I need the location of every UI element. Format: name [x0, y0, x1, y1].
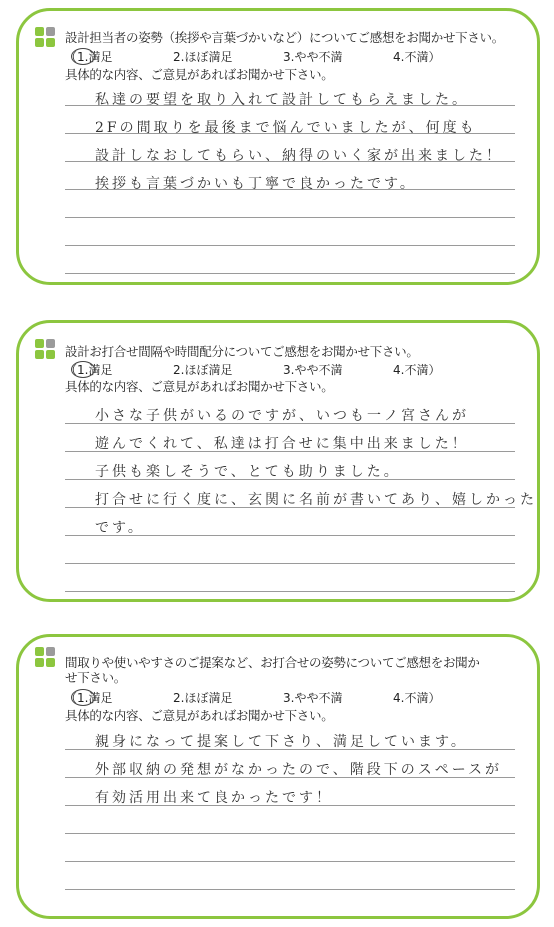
options-prefix: （ — [65, 363, 78, 377]
logo-icon — [35, 339, 55, 359]
survey-card-3 — [16, 634, 540, 919]
question-text: 設計お打合せ間隔や時間配分についてご感想をお聞かせ下さい。 — [65, 344, 419, 359]
option-2[interactable]: 2.ほぼ満足 — [173, 691, 233, 705]
details-prompt: 具体的な内容、ご意見があればお聞かせ下さい。 — [65, 708, 334, 723]
comment-line: 設計しなおしてもらい、納得のいく家が出来ました！ — [95, 148, 503, 164]
option-2[interactable]: 2.ほぼ満足 — [173, 363, 233, 377]
selected-circle — [71, 361, 95, 378]
option-1[interactable]: 1.満足 — [77, 689, 112, 706]
selected-circle — [71, 48, 95, 65]
comment-line: 有効活用出来て良かったです！ — [95, 790, 333, 806]
survey-card-1 — [16, 8, 540, 285]
comment-line: 外部収納の発想がなかったので、階段下のスペースが — [95, 762, 503, 778]
comment-line: 私達の要望を取り入れて設計してもらえました。 — [95, 92, 469, 108]
rating-options — [65, 48, 527, 63]
comment-line: 挨拶も言葉づかいも丁寧で良かったです。 — [95, 176, 417, 192]
option-4[interactable]: 4.不満） — [393, 50, 441, 64]
logo-icon — [35, 27, 55, 47]
option-1[interactable]: 1.満足 — [77, 48, 112, 65]
survey-card-2 — [16, 320, 540, 602]
logo-icon — [35, 647, 55, 667]
details-prompt: 具体的な内容、ご意見があればお聞かせ下さい。 — [65, 379, 334, 394]
options-prefix: （ — [65, 50, 78, 64]
comment-area — [65, 83, 515, 283]
rating-options — [65, 361, 527, 376]
rating-options — [65, 689, 527, 704]
comment-line: です。 — [95, 520, 145, 536]
option-3[interactable]: 3.やや不満 — [283, 50, 343, 64]
selected-circle — [71, 689, 95, 706]
comment-line: 小さな子供がいるのですが、いつも一ノ宮さんが — [95, 408, 469, 424]
comment-area — [65, 397, 537, 597]
comment-line: 遊んでくれて、私達は打合せに集中出来ました！ — [95, 436, 469, 452]
option-3[interactable]: 3.やや不満 — [283, 691, 343, 705]
comment-line: 2Fの間取りを最後まで悩んでいましたが、何度も — [95, 120, 477, 136]
options-prefix: （ — [65, 691, 78, 705]
details-prompt: 具体的な内容、ご意見があればお聞かせ下さい。 — [65, 67, 334, 82]
option-1[interactable]: 1.満足 — [77, 361, 112, 378]
comment-line: 打合せに行く度に、玄関に名前が書いてあり、嬉しかった — [95, 492, 537, 508]
option-4[interactable]: 4.不満） — [393, 363, 441, 377]
option-3[interactable]: 3.やや不満 — [283, 363, 343, 377]
option-2[interactable]: 2.ほぼ満足 — [173, 50, 233, 64]
option-4[interactable]: 4.不満） — [393, 691, 441, 705]
question-text: 設計担当者の姿勢（挨拶や言葉づかいなど）についてご感想をお聞かせ下さい。 — [65, 30, 504, 45]
comment-line: 子供も楽しそうで、とても助りました。 — [95, 464, 401, 480]
comment-line: 親身になって提案して下さり、満足しています。 — [95, 734, 468, 750]
comment-area — [65, 725, 515, 915]
question-text: 間取りや使いやすさのご提案など、お打合せの姿勢についてご感想をお聞か せ下さい。 — [65, 655, 480, 685]
